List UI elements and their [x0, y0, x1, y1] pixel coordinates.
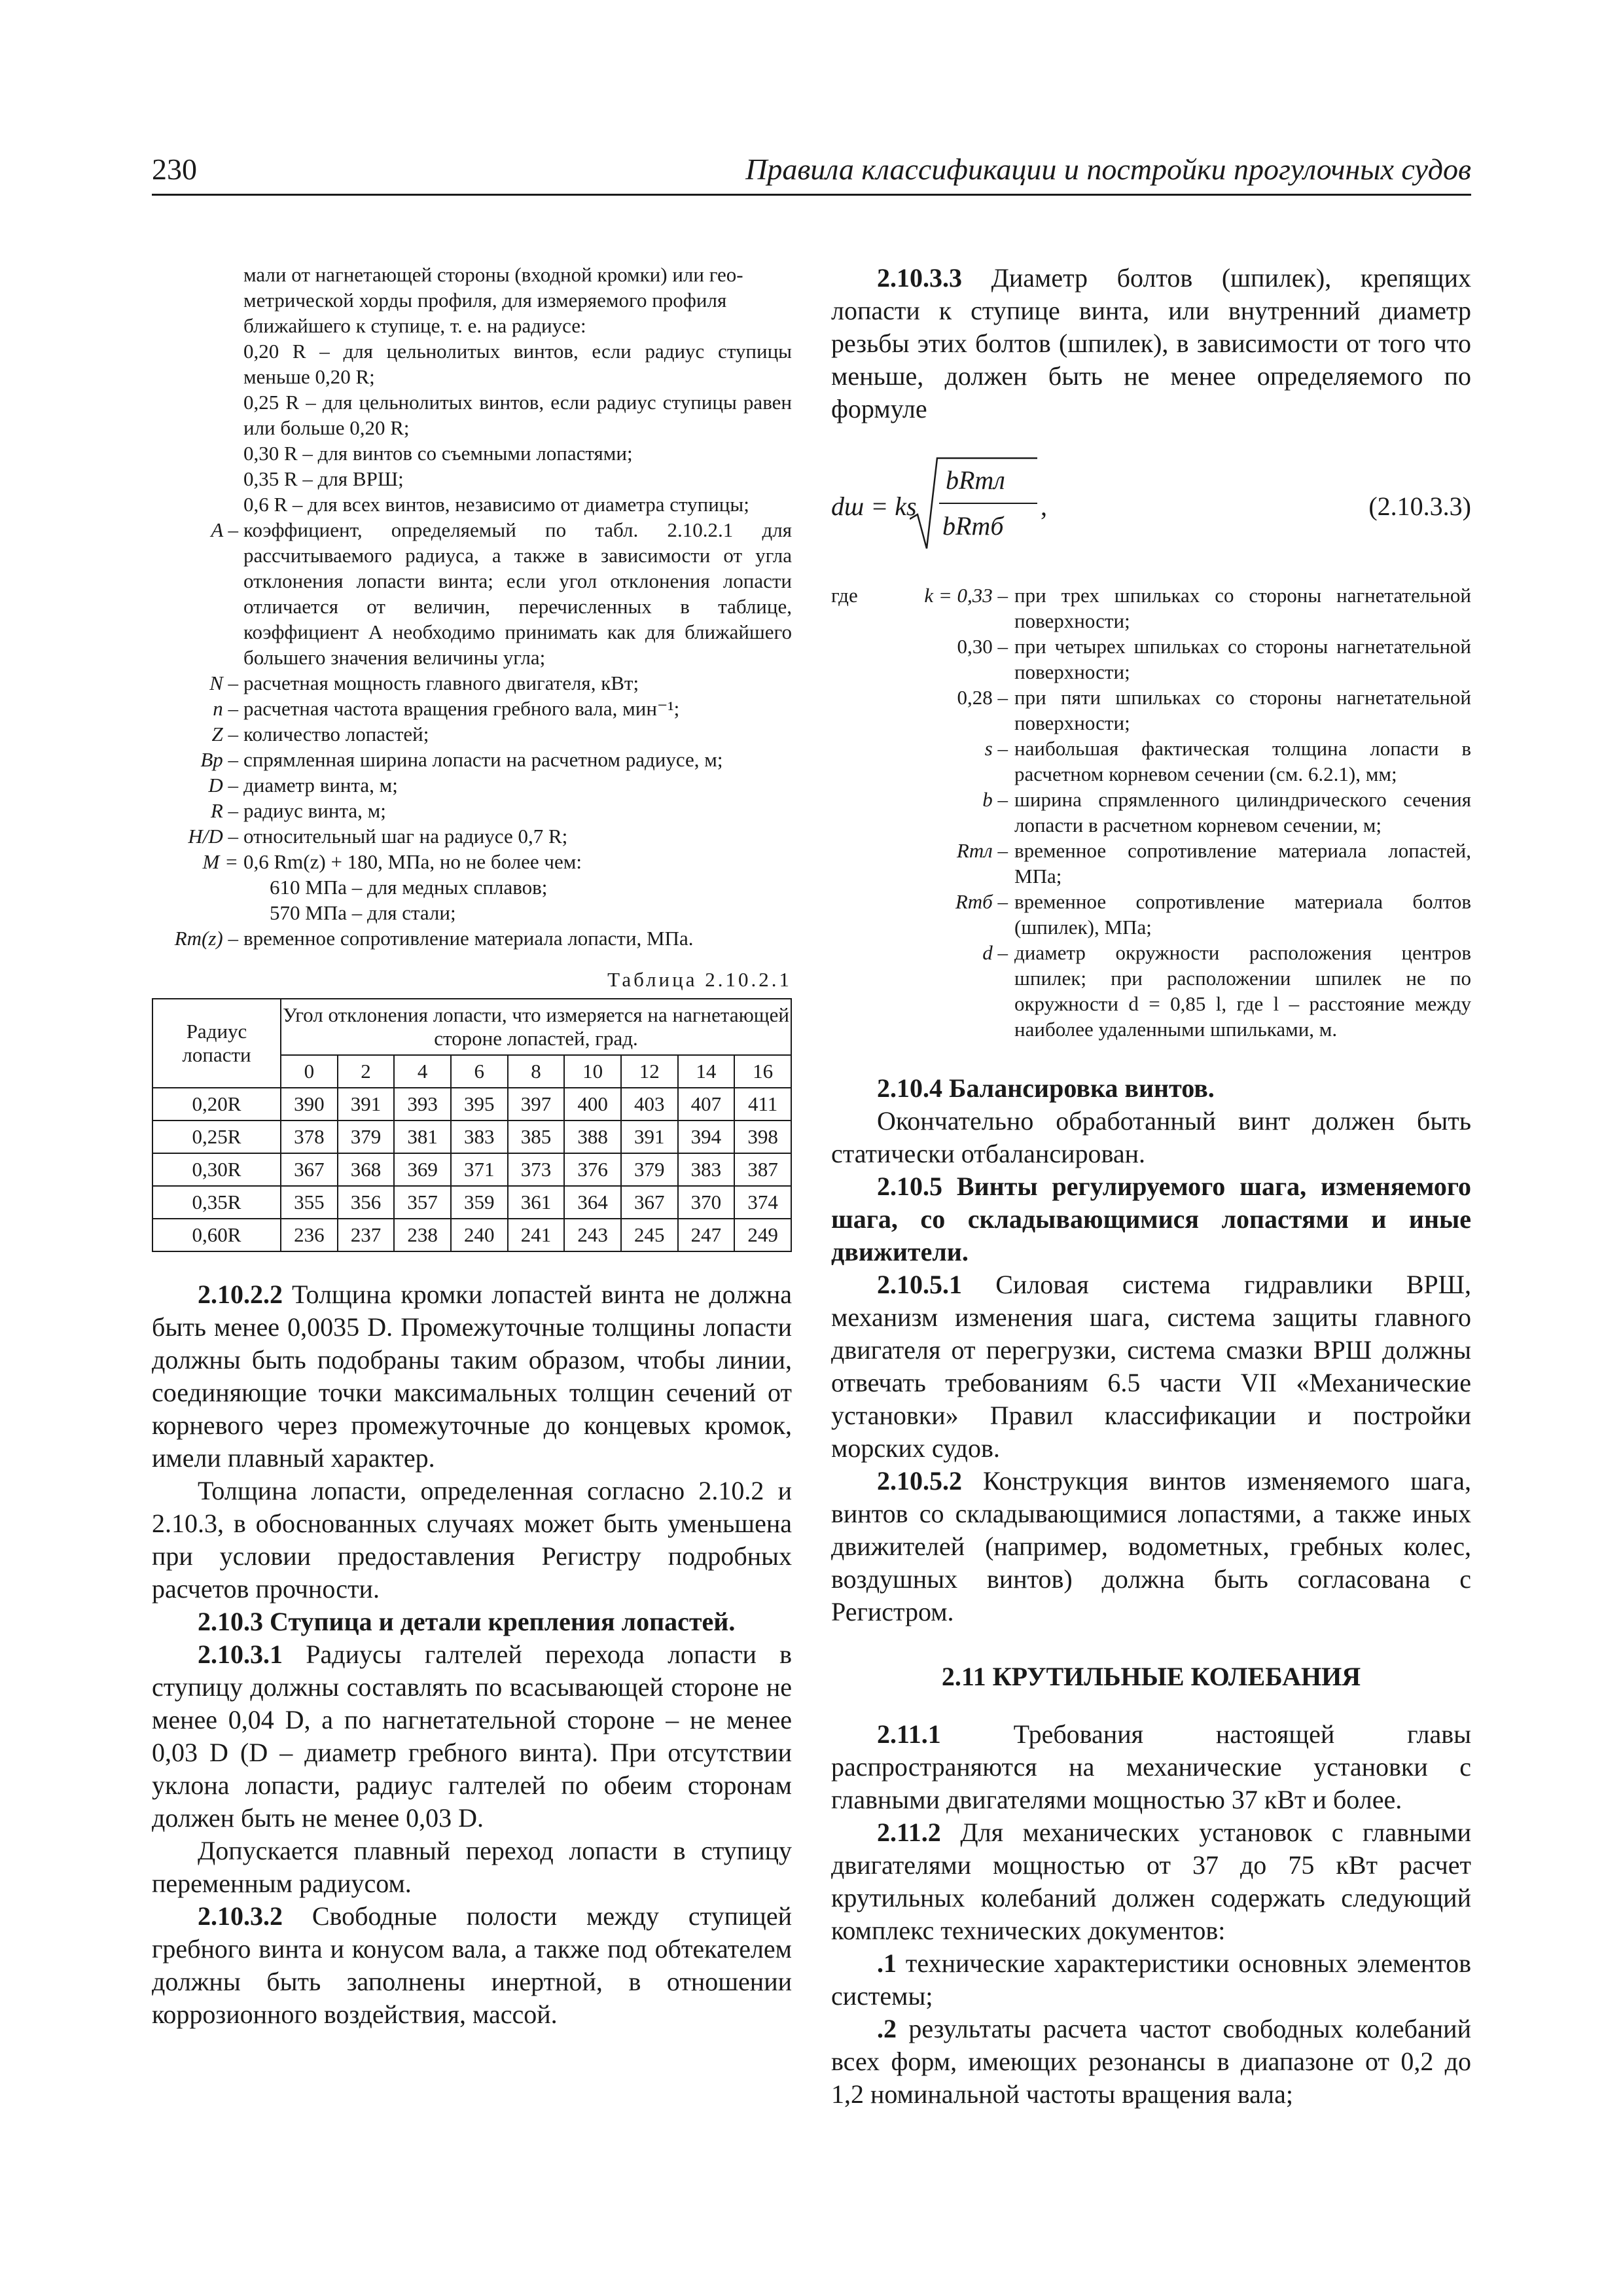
- table-angle: 8: [508, 1055, 565, 1088]
- table-cell: 369: [394, 1153, 451, 1186]
- page-number: 230: [152, 152, 197, 186]
- where-row: [831, 940, 1471, 1042]
- definition-text: 0,6 Rm(z) + 180, МПа, но не более чем:: [243, 850, 582, 873]
- where-key: [831, 583, 1014, 634]
- paragraph-text: Радиусы галтелей перехода лопасти в ступицу должны составлять по всасывающей стороне не менее 0,04 D, а по нагнетательной стороне – не менее 0,03 D (D – диаметр гребного винта). При отсутствии уклона лопасти, радиус галтелей по обеим сторонам должен быть не менее 0,03 D.: [152, 1640, 792, 1833]
- table-cell: 361: [508, 1186, 565, 1219]
- right-body: [831, 1072, 1471, 1628]
- table-cell: 403: [621, 1088, 678, 1121]
- definition-text: расчетная мощность главного двигателя, кВт;: [243, 672, 639, 694]
- paragraph-text: Свободные полости между ступицей гребного винта и конусом вала, а также под обтекателем должны быть заполнены инертной, в отношении коррозионного воздействия, массой.: [152, 1901, 792, 2029]
- definition-row: [152, 670, 792, 696]
- radius-item: 0,25 R – для цельнолитых винтов, если радиус ступицы равен или больше 0,20 R;: [243, 391, 792, 439]
- table-cell: 368: [338, 1153, 395, 1186]
- table-cell: 245: [621, 1219, 678, 1251]
- radius-item: 0,30 R – для винтов со съемными лопастями;: [243, 442, 633, 465]
- table-cell: 374: [734, 1186, 791, 1219]
- paragraph-thickness: Толщина лопасти, определенная согласно 2.10.2 и 2.10.3, в обоснованных случаях может быть уменьшена при условии предоставления Регистру подробных расчетов прочности.: [152, 1476, 792, 1604]
- where-label: где: [831, 584, 858, 607]
- paragraph-2-10-3-3: [831, 262, 1471, 425]
- table-cell: 359: [451, 1186, 508, 1219]
- paragraph-2-10-3-1: [152, 1638, 792, 1835]
- paragraph-number: 2.10.5.1: [877, 1270, 962, 1299]
- table-cell: 383: [678, 1153, 735, 1186]
- paragraph-2-10-3-2: [152, 1900, 792, 2031]
- right-body-top: [831, 262, 1471, 425]
- table-cell: 355: [281, 1186, 338, 1219]
- table-angle: 10: [564, 1055, 621, 1088]
- where-key: Rmл –: [956, 839, 1008, 862]
- table-cell: 364: [564, 1186, 621, 1219]
- table-cell: 238: [394, 1219, 451, 1251]
- table-cell: 411: [734, 1088, 791, 1121]
- table-cell: 236: [281, 1219, 338, 1251]
- table-cell: 371: [451, 1153, 508, 1186]
- definition-row: [152, 823, 792, 849]
- table-cell: 378: [281, 1121, 338, 1153]
- where-row: [831, 787, 1471, 838]
- table-radius: 0,25R: [152, 1121, 281, 1153]
- formula-number: (2.10.3.3): [1368, 492, 1471, 521]
- right-column: [831, 262, 1471, 2111]
- table-row: [152, 1121, 791, 1153]
- table-header-row: [152, 999, 791, 1055]
- definition-text: относительный шаг на радиусе 0,7 R;: [243, 825, 568, 848]
- definition-symbol: n –: [213, 697, 238, 720]
- heading-2-10-5: 2.10.5 Винты регулируемого шага, изменяемого шага, со складывающимися лопастями и иные движители.: [831, 1172, 1471, 1266]
- table-row-header: Радиус лопасти: [152, 999, 281, 1088]
- where-text: временное сопротивление материала лопастей, МПа;: [1014, 839, 1471, 888]
- limit-item: 570 МПа – для стали;: [270, 901, 456, 924]
- table-caption: Таблица 2.10.2.1: [607, 968, 792, 991]
- definition-row: [152, 798, 792, 823]
- paragraph-number: 2.10.3.3: [877, 263, 962, 293]
- table-cell: 400: [564, 1088, 621, 1121]
- where-block: [831, 583, 1471, 1042]
- table-angle: 12: [621, 1055, 678, 1088]
- table-cell: 407: [678, 1088, 735, 1121]
- table-radius: 0,60R: [152, 1219, 281, 1251]
- where-row: [831, 736, 1471, 787]
- where-row: [831, 583, 1471, 634]
- where-row: [831, 889, 1471, 940]
- paragraph-number: 2.10.5.2: [877, 1466, 962, 1496]
- table-cell: 370: [678, 1186, 735, 1219]
- table-angle: 0: [281, 1055, 338, 1088]
- definition-text: временное сопротивление материала лопасти, МПа.: [243, 927, 694, 950]
- formula-lhs: dш = ks: [831, 492, 917, 521]
- table-cell: 391: [338, 1088, 395, 1121]
- where-text: при четырех шпильках со стороны нагнетательной поверхности;: [1014, 635, 1471, 683]
- table-cell: 357: [394, 1186, 451, 1219]
- list-text: результаты расчета частот свободных колебаний всех форм, имеющих резонансы в диапазоне от 0,2 до 1,2 номинальной частоты вращения вала;: [831, 2014, 1471, 2109]
- table-cell: 395: [451, 1088, 508, 1121]
- paragraph-text: Диаметр болтов (шпилек), крепящих лопасти к ступице винта, или внутренний диаметр резьбы этих болтов (шпилек), в зависимости от того что меньше, должен быть не менее определяемого по формуле: [831, 263, 1471, 423]
- table-radius: 0,35R: [152, 1186, 281, 1219]
- formula-2-10-3-3: [831, 445, 1471, 569]
- where-key: 0,30 –: [957, 635, 1008, 658]
- definition-text: количество лопастей;: [243, 723, 429, 745]
- table-cell: 388: [564, 1121, 621, 1153]
- where-text: при трех шпильках со стороны нагнетательной поверхности;: [1014, 584, 1471, 632]
- table-angle: 4: [394, 1055, 451, 1088]
- definition-row: [152, 772, 792, 798]
- header-rule: [152, 194, 1471, 196]
- table-cell: 385: [508, 1121, 565, 1153]
- formula-comma: ,: [1041, 492, 1047, 521]
- coefficient-table: [152, 998, 792, 1252]
- left-column: [152, 262, 792, 2031]
- table-cell: 381: [394, 1121, 451, 1153]
- table-row: [152, 1186, 791, 1219]
- where-text: при пяти шпильках со стороны нагнетательной поверхности;: [1014, 686, 1471, 734]
- paragraph-2-10-4: Окончательно обработанный винт должен быть статически отбалансирован.: [831, 1106, 1471, 1168]
- definition-symbol: Bр –: [200, 748, 238, 771]
- table-angle: 14: [678, 1055, 735, 1088]
- table-cell: 247: [678, 1219, 735, 1251]
- definition-row: [152, 747, 792, 772]
- radius-item: 0,35 R – для ВРШ;: [243, 467, 404, 490]
- table-angle: 2: [338, 1055, 395, 1088]
- definition-text: спрямленная ширина лопасти на расчетном радиусе, м;: [243, 748, 723, 771]
- left-body: [152, 1278, 792, 2031]
- list-item-1: [831, 1947, 1471, 2013]
- definition-row: [152, 721, 792, 747]
- table-cell: 241: [508, 1219, 565, 1251]
- paragraph-text: Силовая система гидравлики ВРШ, механизм изменения шага, система защиты главного двигателя от перегрузки, система смазки ВРШ должны отвечать требованиям 6.5 части VII «Механические установки» Правил классификации и постройки морских судов.: [831, 1270, 1471, 1463]
- definition-symbol: M =: [202, 850, 238, 873]
- where-text: наибольшая фактическая толщина лопасти в расчетном корневом сечении (см. 6.2.1), мм;: [1014, 737, 1471, 785]
- table-cell: 379: [338, 1121, 395, 1153]
- fraction-bar: [939, 503, 1037, 504]
- where-text: диаметр окружности расположения центров шпилек; при расположении шпилек не по окружности d = 0,85 l, где l – расстояние между наиболее удаленными шпильками, м.: [1014, 941, 1471, 1041]
- table-cell: 387: [734, 1153, 791, 1186]
- paragraph-text: Конструкция винтов изменяемого шага, винтов со складывающимися лопастями, а также иных движителей (например, водометных, гребных колес, воздушных винтов) должна быть согласована с Регистром.: [831, 1466, 1471, 1626]
- heading-2-10-4: 2.10.4 Балансировка винтов.: [877, 1073, 1215, 1103]
- list-text: технические характеристики основных элементов системы;: [831, 1948, 1472, 2011]
- running-header: Правила классификации и постройки прогулочных судов: [745, 152, 1471, 186]
- table-group-header: Угол отклонения лопасти, что измеряется на нагнетающей стороне лопастей, град.: [281, 999, 791, 1055]
- paragraph-text: Требования настоящей главы распространяются на механические установки с главными двигателями мощностью 37 кВт и более.: [831, 1719, 1472, 1814]
- paragraph-number: 2.10.3.2: [198, 1901, 283, 1931]
- table-cell: 379: [621, 1153, 678, 1186]
- table-cell: 393: [394, 1088, 451, 1121]
- definition-symbol: R –: [210, 799, 238, 822]
- table-cell: 398: [734, 1121, 791, 1153]
- intro-line: мали от нагнетающей стороны (входной кромки) или гео-: [243, 263, 743, 286]
- where-text: ширина спрямленного цилиндрического сечения лопасти в расчетном корневом сечении, м;: [1014, 788, 1471, 836]
- table-angle: 16: [734, 1055, 791, 1088]
- where-key: s –: [984, 737, 1008, 760]
- table-cell: 390: [281, 1088, 338, 1121]
- definition-text: диаметр винта, м;: [243, 774, 398, 797]
- table-row: [152, 1088, 791, 1121]
- table-angle: 6: [451, 1055, 508, 1088]
- where-key: Rmб –: [955, 890, 1008, 913]
- table-radius: 0,30R: [152, 1153, 281, 1186]
- paragraph-text: Для механических установок с главными двигателями мощностью от 37 до 75 кВт расчет крутильных колебаний должен содержать следующий комплекс технических документов:: [831, 1818, 1472, 1945]
- definition-symbol: Rm(z) –: [174, 927, 238, 950]
- list-item-2: [831, 2013, 1471, 2111]
- paragraph-2-11-1: [831, 1718, 1471, 1816]
- definition-symbol: H/D –: [188, 825, 238, 848]
- table-radius: 0,20R: [152, 1088, 281, 1121]
- where-key: 0,28 –: [957, 686, 1008, 709]
- where-key: b –: [982, 788, 1008, 811]
- table-row: [152, 1219, 791, 1251]
- definition-text: коэффициент, определяемый по табл. 2.10.2.1 для рассчитываемого радиуса, а также в зависимости от угла отклонения лопасти винта; если угол отклонения лопасти отличается от величин, перечисленных в таблице, коэффициент А необходимо принимать как для ближайшего большего значения величины угла;: [243, 518, 792, 669]
- definition-symbol: Z –: [211, 723, 238, 745]
- where-text: временное сопротивление материала болтов (шпилек), МПа;: [1014, 890, 1471, 939]
- right-body-2-11: [831, 1718, 1471, 2111]
- table-cell: 356: [338, 1186, 395, 1219]
- section-title-2-11: 2.11 КРУТИЛЬНЫЕ КОЛЕБАНИЯ: [941, 1662, 1361, 1691]
- where-row: [831, 685, 1471, 736]
- table-cell: 367: [621, 1186, 678, 1219]
- where-row: [831, 634, 1471, 685]
- paragraph-number: 2.11.2: [877, 1818, 941, 1847]
- table-cell: 383: [451, 1121, 508, 1153]
- table-cell: 237: [338, 1219, 395, 1251]
- paragraph-2-10-5-2: [831, 1465, 1471, 1628]
- table-cell: 367: [281, 1153, 338, 1186]
- definition-row: [152, 925, 792, 951]
- list-number: .1: [877, 1948, 897, 1978]
- paragraph-number: 2.10.2.2: [198, 1280, 283, 1309]
- definition-row: [152, 696, 792, 721]
- paragraph-2-10-5-1: [831, 1268, 1471, 1465]
- paragraph-2-10-2-2: [152, 1278, 792, 1475]
- where-key: d –: [982, 941, 1008, 964]
- where-key-text: k = 0,33 –: [924, 584, 1008, 607]
- limit-item: 610 МПа – для медных сплавов;: [270, 876, 548, 899]
- paragraph-smooth: Допускается плавный переход лопасти в ступицу переменным радиусом.: [152, 1836, 792, 1898]
- table-cell: 240: [451, 1219, 508, 1251]
- table-cell: 249: [734, 1219, 791, 1251]
- list-number: .2: [877, 2014, 897, 2043]
- intro-line: ближайшего к ступице, т. е. на радиусе:: [243, 314, 586, 337]
- paragraph-number: 2.10.3.1: [198, 1640, 283, 1669]
- definition-text: расчетная частота вращения гребного вала, мин⁻¹;: [243, 697, 680, 720]
- definition-symbol: N –: [209, 672, 238, 694]
- formula-numerator: bRmл: [946, 465, 1005, 495]
- definition-row: [152, 517, 792, 670]
- table-cell: 391: [621, 1121, 678, 1153]
- table-cell: 397: [508, 1088, 565, 1121]
- paragraph-text: Толщина кромки лопастей винта не должна быть менее 0,0035 D. Промежуточные толщины лопасти должны быть подобраны таким образом, чтобы линии, соединяющие точки максимальных толщин сечений от корневого через промежуточные до концевых кромок, имели плавный характер.: [152, 1280, 792, 1473]
- table-cell: 373: [508, 1153, 565, 1186]
- table-row: [152, 1153, 791, 1186]
- table-cell: 394: [678, 1121, 735, 1153]
- paragraph-number: 2.11.1: [877, 1719, 941, 1749]
- table-cell: 376: [564, 1153, 621, 1186]
- definition-row: [152, 849, 792, 874]
- table-cell: 243: [564, 1219, 621, 1251]
- where-row: [831, 838, 1471, 889]
- heading-2-10-3: 2.10.3 Ступица и детали крепления лопастей.: [198, 1607, 736, 1636]
- definition-symbol: A –: [211, 518, 238, 541]
- paragraph-2-11-2: [831, 1816, 1471, 1947]
- formula-denominator: bRmб: [942, 511, 1004, 541]
- radius-item: 0,20 R – для цельнолитых винтов, если радиус ступицы меньше 0,20 R;: [243, 340, 792, 388]
- intro-line: метрической хорды профиля, для измеряемого профиля: [243, 289, 727, 312]
- radius-item: 0,6 R – для всех винтов, независимо от диаметра ступицы;: [243, 493, 749, 516]
- definition-text: радиус винта, м;: [243, 799, 386, 822]
- left-definitions-block: [152, 262, 792, 951]
- definition-symbol: D –: [208, 774, 238, 797]
